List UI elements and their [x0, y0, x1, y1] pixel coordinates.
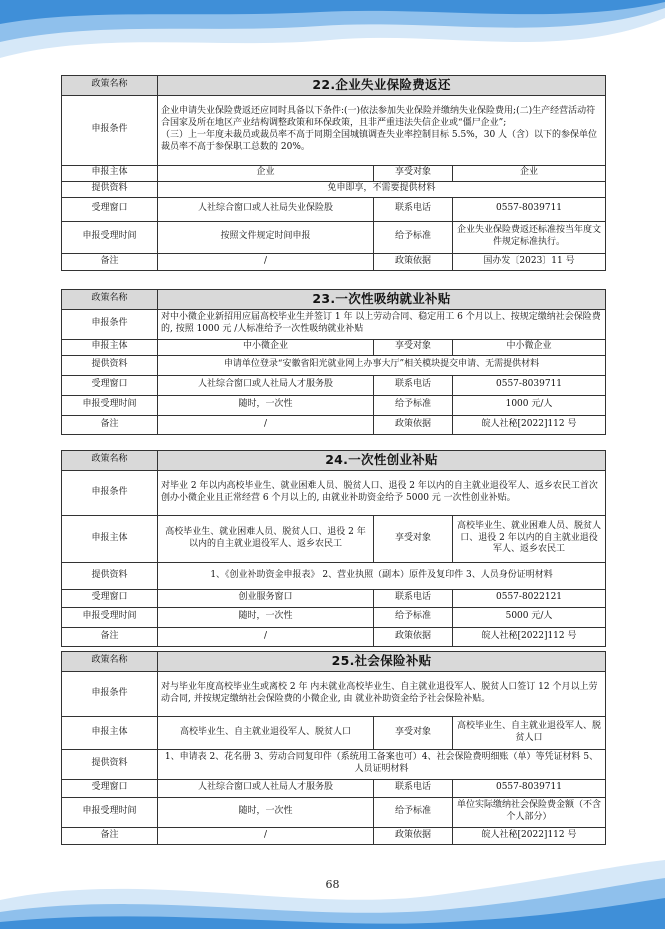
note-value: / — [158, 627, 374, 646]
time-value: 随时，一次性 — [158, 395, 374, 415]
phone-value: 0557-8022121 — [453, 589, 606, 607]
label-note: 备注 — [62, 415, 158, 434]
note-value: / — [158, 827, 374, 844]
label-note: 备注 — [62, 827, 158, 844]
note-value: / — [158, 415, 374, 434]
policy-header-row — [62, 76, 606, 96]
label-window: 受理窗口 — [62, 779, 158, 797]
label-window: 受理窗口 — [62, 197, 158, 221]
materials-value: 1、申请表 2、花名册 3、劳动合同复印件（系统用工备案也可）4、社会保险费明细账（单）等凭证材料 5、人员证明材料 — [158, 749, 606, 779]
label-policy-name: 政策名称 — [62, 451, 158, 471]
label-policy-name: 政策名称 — [62, 290, 158, 310]
label-policy-name: 政策名称 — [62, 652, 158, 672]
label-conditions: 申报条件 — [62, 309, 158, 339]
standard-value: 企业失业保险费返还标准按当年度文件规定标准执行。 — [453, 221, 606, 253]
time-value: 按照文件规定时间申报 — [158, 221, 374, 253]
phone-value: 0557-8039711 — [453, 779, 606, 797]
label-phone: 联系电话 — [374, 375, 453, 395]
standard-value: 单位实际缴纳社会保险费金额（不含个人部分） — [453, 797, 606, 827]
label-time: 申报受理时间 — [62, 395, 158, 415]
label-target: 享受对象 — [374, 339, 453, 355]
window-value: 人社综合窗口或人社局失业保险股 — [158, 197, 374, 221]
label-phone: 联系电话 — [374, 779, 453, 797]
subject-value: 高校毕业生、就业困难人员、脱贫人口、退役 2 年以内的自主就业退役军人、返乡农民工 — [158, 515, 374, 562]
label-policy-name: 政策名称 — [62, 76, 158, 96]
label-materials: 提供资料 — [62, 749, 158, 779]
policy-title: 25.社会保险补贴 — [158, 652, 606, 672]
label-target: 享受对象 — [374, 165, 453, 181]
target-value: 中小微企业 — [453, 339, 606, 355]
conditions-text: 企业申请失业保险费返还应同时具备以下条件:(一)依法参加失业保险并缴纳失业保险费用;(二)生产经营活动符合国家及所在地区产业结构调整政策和环保政策，且非严重违法失信企业或“僵尸企业”; （三）上一年度未裁员或裁员率不高于同期全国城镇调查失业率控制目标 5.5%，30 人（含）以下的参保单位裁员率不高于参保职工总数的 20%。 — [158, 95, 606, 165]
label-basis: 政策依据 — [374, 253, 453, 270]
policy-table-25 — [61, 651, 606, 845]
window-value: 创业服务窗口 — [158, 589, 374, 607]
label-time: 申报受理时间 — [62, 221, 158, 253]
label-conditions: 申报条件 — [62, 95, 158, 165]
phone-value: 0557-8039711 — [453, 375, 606, 395]
time-value: 随时，一次性 — [158, 607, 374, 627]
label-note: 备注 — [62, 627, 158, 646]
label-materials: 提供资料 — [62, 355, 158, 375]
bottom-wave-decoration — [0, 860, 665, 929]
policy-table-22 — [61, 75, 606, 271]
label-standard: 给予标准 — [374, 797, 453, 827]
time-value: 随时，一次性 — [158, 797, 374, 827]
label-standard: 给予标准 — [374, 395, 453, 415]
label-subject: 申报主体 — [62, 716, 158, 749]
conditions-text: 对毕业 2 年以内高校毕业生、就业困难人员、脱贫人口、退役 2 年以内的自主就业退役军人、返乡农民工首次创办小微企业且正常经营 6 个月以上的, 由就业补助资金给予 5000 元 一次性创业补贴。 — [158, 470, 606, 515]
subject-value: 高校毕业生、自主就业退役军人、脱贫人口 — [158, 716, 374, 749]
basis-value: 国办发〔2023〕11 号 — [453, 253, 606, 270]
standard-value: 1000 元/人 — [453, 395, 606, 415]
policy-title: 22.企业失业保险费返还 — [158, 76, 606, 96]
conditions-text: 对与毕业年度高校毕业生或离校 2 年 内未就业高校毕业生、自主就业退役军人、脱贫人口签订 12 个月以上劳动合同, 并按规定缴纳社会保险费的小微企业, 由 就业补助资金给予社会保险补贴。 — [158, 671, 606, 716]
standard-value: 5000 元/人 — [453, 607, 606, 627]
basis-value: 皖人社秘[2022]112 号 — [453, 415, 606, 434]
label-standard: 给予标准 — [374, 607, 453, 627]
target-value: 高校毕业生、就业困难人员、脱贫人口、退役 2 年以内的自主就业退役军人、返乡农民工 — [453, 515, 606, 562]
label-conditions: 申报条件 — [62, 671, 158, 716]
label-materials: 提供资料 — [62, 181, 158, 197]
note-value: / — [158, 253, 374, 270]
window-value: 人社综合窗口或人社局人才服务股 — [158, 375, 374, 395]
target-value: 高校毕业生、自主就业退役军人、脱贫人口 — [453, 716, 606, 749]
subject-value: 企业 — [158, 165, 374, 181]
label-window: 受理窗口 — [62, 589, 158, 607]
label-phone: 联系电话 — [374, 197, 453, 221]
label-time: 申报受理时间 — [62, 607, 158, 627]
target-value: 企业 — [453, 165, 606, 181]
label-target: 享受对象 — [374, 716, 453, 749]
materials-value: 免申即享，不需要提供材料 — [158, 181, 606, 197]
label-window: 受理窗口 — [62, 375, 158, 395]
label-conditions: 申报条件 — [62, 470, 158, 515]
label-materials: 提供资料 — [62, 562, 158, 589]
label-standard: 给予标准 — [374, 221, 453, 253]
top-wave-decoration — [0, 0, 665, 70]
label-basis: 政策依据 — [374, 415, 453, 434]
basis-value: 皖人社秘[2022]112 号 — [453, 627, 606, 646]
label-subject: 申报主体 — [62, 165, 158, 181]
label-time: 申报受理时间 — [62, 797, 158, 827]
label-subject: 申报主体 — [62, 339, 158, 355]
materials-value: 1、《创业补助资金申报表》 2、营业执照（副本）原件及复印件 3、人员身份证明材料 — [158, 562, 606, 589]
policy-title: 24.一次性创业补贴 — [158, 451, 606, 471]
conditions-text: 对中小微企业新招用应届高校毕业生并签订 1 年 以上劳动合同、稳定用工 6 个月以上、按规定缴纳社会保险费的, 按照 1000 元 /人标准给予一次性吸纳就业补贴 — [158, 309, 606, 339]
subject-value: 中小微企业 — [158, 339, 374, 355]
label-basis: 政策依据 — [374, 627, 453, 646]
phone-value: 0557-8039711 — [453, 197, 606, 221]
materials-value: 申请单位登录“安徽省阳光就业网上办事大厅”相关模块提交申请、无需提供材料 — [158, 355, 606, 375]
policy-title: 23.一次性吸纳就业补贴 — [158, 290, 606, 310]
policy-table-24 — [61, 450, 606, 647]
label-note: 备注 — [62, 253, 158, 270]
label-basis: 政策依据 — [374, 827, 453, 844]
label-subject: 申报主体 — [62, 515, 158, 562]
basis-value: 皖人社秘[2022]112 号 — [453, 827, 606, 844]
policy-table-23 — [61, 289, 606, 435]
label-phone: 联系电话 — [374, 589, 453, 607]
window-value: 人社综合窗口或人社局人才服务股 — [158, 779, 374, 797]
page-number: 68 — [325, 878, 340, 891]
label-target: 享受对象 — [374, 515, 453, 562]
